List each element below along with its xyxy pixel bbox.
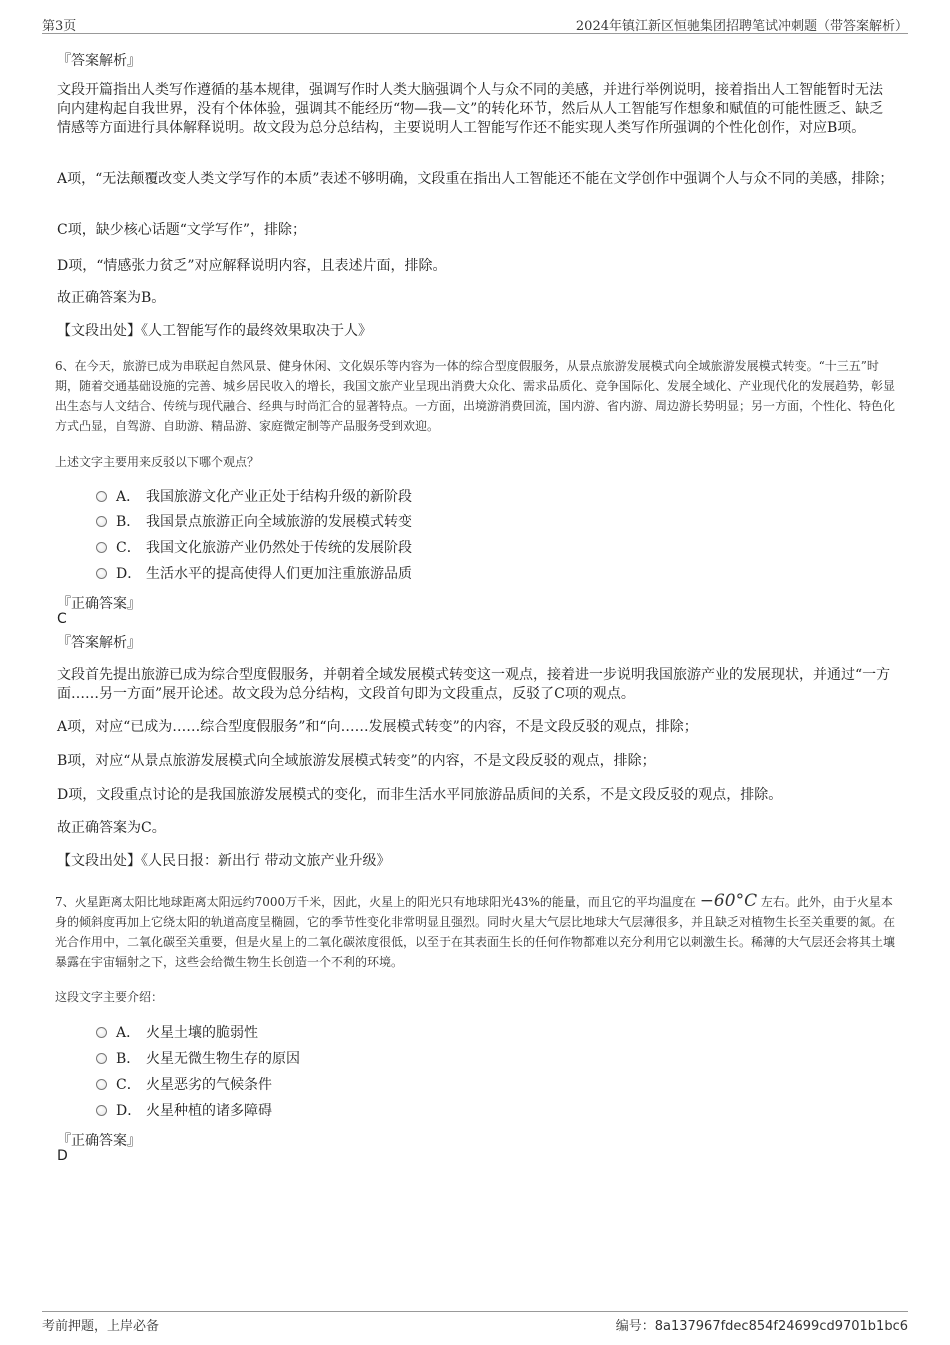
option-d-note: D项，“情感张力贫乏”对应解释说明内容，且表述片面，排除。 [57, 258, 447, 274]
option-text: 火星无微生物生存的原因 [146, 1051, 300, 1067]
radio-icon[interactable] [96, 568, 107, 579]
option-c-note: C项，缺少核心话题“文学写作”，排除； [57, 222, 307, 238]
q6-option-b[interactable] [96, 512, 412, 532]
radio-icon[interactable] [96, 491, 107, 502]
question-7-prompt: 这段文字主要介绍： [55, 990, 164, 1004]
document-title: 2024年镇江新区恒驰集团招聘笔试冲刺题（带答案解析） [575, 19, 908, 34]
source: 【文段出处】《人工智能写作的最终效果取决于人》 [57, 323, 372, 339]
q6-option-a[interactable] [96, 487, 412, 507]
q6-answer: C [57, 611, 67, 627]
q7-option-c[interactable] [96, 1075, 272, 1095]
radio-icon[interactable] [96, 1105, 107, 1116]
option-text: 火星恶劣的气候条件 [146, 1077, 272, 1093]
analysis-text: 文段开篇指出人类写作遵循的基本规律，强调写作时人类大脑强调个人与众不同的美感，并进行举例说明，接着指出人工智能暂时无法向内建构起自我世界，没有个体体验，强调其不能经历“物—我—文”的转化环节，然后从人工智能写作想象和赋值的可能性匮乏、缺乏情感等方面进行具体解释说明。故文段为总分总结构，主要说明人工智能写作还不能实现人类写作所强调的个性化创作，对应B项。 [57, 82, 884, 136]
radio-icon[interactable] [96, 1079, 107, 1090]
radio-icon[interactable] [96, 1027, 107, 1038]
option-letter: D． [116, 566, 142, 582]
q6-option-c[interactable] [96, 538, 412, 558]
footer-code [616, 1315, 908, 1334]
code-label: 编号： [615, 1319, 655, 1334]
q6-answer-label: 『正确答案』 [57, 596, 141, 612]
option-a-note: A项，“无法颠覆改变人类文学写作的本质”表述不够明确，文段重在指出人工智能还不能在文学创作中强调个人与众不同的美感，排除； [57, 171, 894, 187]
option-letter: D． [116, 1103, 142, 1119]
question-6-stem: 6、在今天，旅游已成为串联起自然风景、健身休闲、文化娱乐等内容为一体的综合型度假服务，从景点旅游发展模式向全域旅游发展模式转变。“十三五”时期，随着交通基础设施的完善、城乡居民收入的增长，我国文旅产业呈现出消费大众化、需求品质化、竞争国际化、发展全域化、产业现代化的发展趋势，彰显出生态与人文结合、传统与现代融合、经典与时尚汇合的显著特点。一方面，出境游消费回流，国内游、省内游、周边游长势明显；另一方面，个性化、特色化方式凸显，自驾游、自助游、精品游、家庭微定制等产品服务受到欢迎。 [55, 359, 896, 433]
q7-stem-part2: 左右。此外，由于火星本身的倾斜度再加上它绕太阳的轨道高度呈椭圆，它的季节性变化非常明显且强烈。同时火星大气层比地球大气层薄很多，并且缺乏对植物生长至关重要的氮。在光合作用中，二氧化碳至关重要，但是火星上的二氧化碳浓度很低，以至于在其表面生长的任何作物都难以充分利用它以刺激生长。稀薄的大气层还会将其土壤暴露在宇宙辐射之下，这些会给微生物生长创造一个不利的环境。 [55, 895, 896, 969]
question-6-prompt: 上述文字主要用来反驳以下哪个观点？ [55, 455, 260, 469]
option-text: 火星种植的诸多障碍 [146, 1103, 272, 1119]
q6-option-a-note: A项，对应“已成为……综合型度假服务”和“向……发展模式转变”的内容，不是文段反驳的观点，排除； [57, 719, 698, 735]
radio-icon[interactable] [96, 1053, 107, 1064]
option-letter: B． [116, 514, 141, 530]
option-text: 火星土壤的脆弱性 [146, 1025, 258, 1041]
option-text: 我国文化旅游产业仍然处于传统的发展阶段 [146, 540, 412, 556]
q7-option-a[interactable] [96, 1023, 258, 1043]
option-letter: C． [116, 540, 141, 556]
q7-option-d[interactable] [96, 1101, 272, 1121]
q7-answer: D [57, 1148, 68, 1164]
q7-stem-part1: 7、火星距离太阳比地球距离太阳远约7000万千米，因此，火星上的阳光只有地球阳光43%的能量，而且它的平均温度在 [55, 895, 696, 909]
option-text: 我国景点旅游正向全域旅游的发展模式转变 [146, 514, 412, 530]
option-letter: A． [116, 489, 141, 505]
analysis-label: 『答案解析』 [57, 53, 141, 69]
q6-conclusion: 故正确答案为C。 [57, 820, 166, 836]
radio-icon[interactable] [96, 542, 107, 553]
temperature-value: −60°C [699, 891, 758, 911]
q6-source: 【文段出处】《人民日报：新出行 带动文旅产业升级》 [57, 853, 391, 869]
option-letter: A． [116, 1025, 141, 1041]
radio-icon[interactable] [96, 516, 107, 527]
q7-option-b[interactable] [96, 1049, 300, 1069]
page-number: 第3页 [42, 19, 77, 34]
q7-answer-label: 『正确答案』 [57, 1133, 141, 1149]
conclusion: 故正确答案为B。 [57, 290, 166, 306]
q6-option-b-note: B项，对应“从景点旅游发展模式向全域旅游发展模式转变”的内容，不是文段反驳的观点，排除； [57, 753, 656, 769]
q6-analysis-label: 『答案解析』 [57, 635, 141, 651]
code-value: 8a137967fdec854f24699cd9701b1bc6 [654, 1319, 908, 1334]
q6-option-d[interactable] [96, 564, 412, 584]
question-7-stem [55, 891, 895, 972]
q6-option-d-note: D项，文段重点讨论的是我国旅游发展模式的变化，而非生活水平同旅游品质间的关系，不是文段反驳的观点，排除。 [57, 787, 783, 803]
footer-slogan: 考前押题，上岸必备 [42, 1319, 160, 1334]
option-text: 生活水平的提高使得人们更加注重旅游品质 [146, 566, 412, 582]
page-footer [42, 1311, 908, 1334]
q6-analysis-text: 文段首先提出旅游已成为综合型度假服务，并朝着全域发展模式转变这一观点，接着进一步说明我国旅游产业的发展现状，并通过“一方面……另一方面”展开论述。故文段为总分结构，文段首句即为文段重点，反驳了C项的观点。 [57, 667, 891, 702]
option-letter: C． [116, 1077, 141, 1093]
option-letter: B． [116, 1051, 141, 1067]
option-text: 我国旅游文化产业正处于结构升级的新阶段 [146, 489, 412, 505]
page-header [42, 13, 908, 34]
